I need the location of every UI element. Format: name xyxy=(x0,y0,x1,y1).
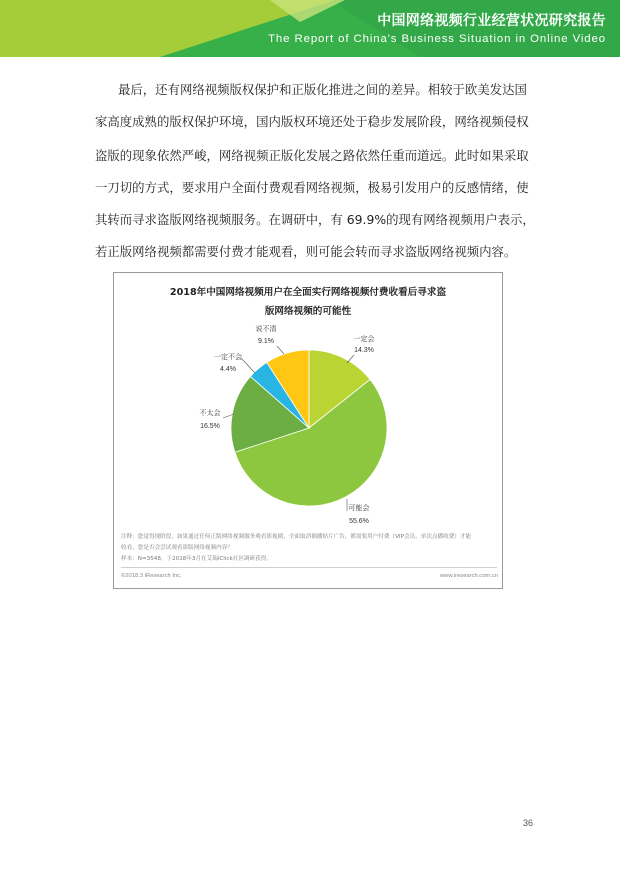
chart-sample-note: 样本：N=3548，于2018年3月在艾瑞iClick社区调研获得。 xyxy=(121,556,272,562)
slice-label-0: 一定会 xyxy=(353,335,375,343)
paragraph-line: 一刀切的方式，要求用户全面付费观看网络视频，极易引发用户的反感情绪，使 xyxy=(95,180,529,195)
chart-note: 注释：您觉得现阶段，如果通过任何正版网络视频服务观看影视剧，全面取消插播贴片广告，都需要用户付费（VIP会员、单次点播收费）才能 xyxy=(121,534,472,540)
report-subtitle: The Report of China's Business Situation in Online Video xyxy=(268,33,606,45)
slice-value-label-1: 55.6% xyxy=(349,518,369,525)
paragraph-line: 盗版的现象依然严峻，网络视频正版化发展之路依然任重而道远。此时如果采取 xyxy=(95,148,529,163)
pie-chart xyxy=(114,273,502,533)
paragraph-line: 最后，还有网络视频版权保护和正版化推进之间的差异。相较于欧美发达国 xyxy=(118,82,527,97)
paragraph-line: 家高度成熟的版权保护环境，国内版权环境还处于稳步发展阶段，网络视频侵权 xyxy=(95,114,529,129)
leader-line-3 xyxy=(241,358,255,373)
copyright-text: ©2018.3 iResearch Inc. xyxy=(121,573,182,579)
source-website: www.iresearch.com.cn xyxy=(440,573,498,579)
slice-label-1: 可能会 xyxy=(348,504,370,512)
slice-value-label-2: 16.5% xyxy=(200,423,220,430)
paragraph-line: 若正版网络视频都需要付费才能观看，则可能会转而寻求盗版网络视频内容。 xyxy=(95,244,517,259)
paragraph-line: 其转而寻求盗版网络视频服务。在调研中，有 69.9%的现有网络视频用户表示， xyxy=(95,212,535,227)
chart-figure xyxy=(113,272,503,589)
report-title: 中国网络视频行业经营状况研究报告 xyxy=(377,13,606,29)
page-number: 36 xyxy=(523,818,534,828)
chart-note: 收看，您是否会尝试观看盗版网络视频内容？ xyxy=(121,545,233,551)
slice-label-3: 一定不会 xyxy=(214,353,242,361)
leader-line-4 xyxy=(277,346,284,354)
footer-divider xyxy=(121,567,497,568)
slice-value-label-0: 14.3% xyxy=(354,347,374,354)
slice-value-label-4: 9.1% xyxy=(258,338,274,345)
slice-label-4: 说不清 xyxy=(255,325,277,333)
report-header xyxy=(0,0,620,57)
slice-label-2: 不太会 xyxy=(199,409,221,417)
chart-title-line: 2018年中国网络视频用户在全面实行网络视频付费收看后寻求盗 xyxy=(169,287,447,298)
slice-value-label-3: 4.4% xyxy=(220,366,236,373)
chart-title-line: 版网络视频的可能性 xyxy=(264,306,352,317)
